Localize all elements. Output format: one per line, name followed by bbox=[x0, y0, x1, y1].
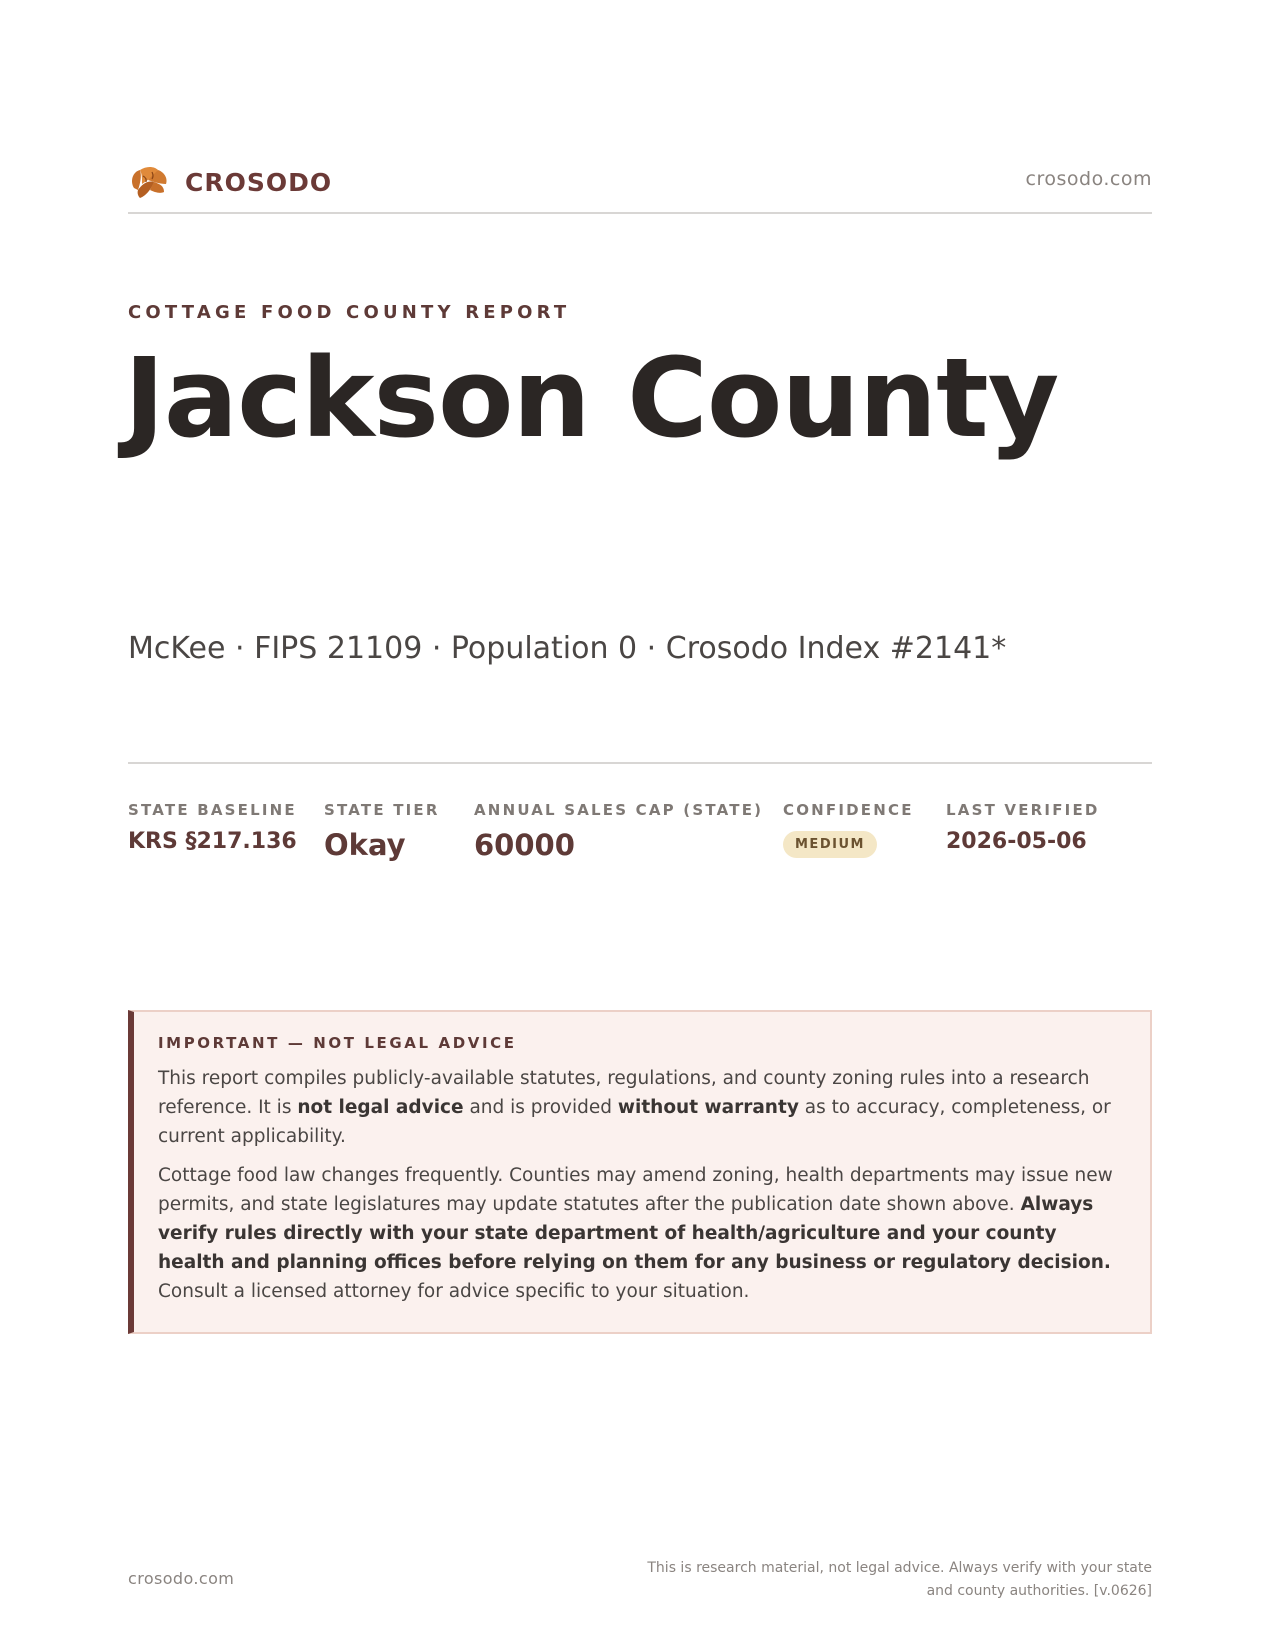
notice-text: Consult a licensed attorney for advice specific to your situation. bbox=[158, 1281, 750, 1302]
footer-site-link[interactable]: crosodo.com bbox=[128, 1569, 235, 1588]
site-link[interactable]: crosodo.com bbox=[1025, 168, 1152, 190]
notice-text: and is provided bbox=[463, 1097, 618, 1118]
stat-label: LAST VERIFIED bbox=[946, 801, 1100, 819]
notice-text: as to accuracy, completeness, or current applicability. bbox=[158, 1097, 1111, 1147]
notice-paragraph-1 bbox=[158, 1064, 1124, 1151]
stats-row bbox=[128, 762, 1152, 884]
stat-label: ANNUAL SALES CAP (STATE) bbox=[474, 801, 764, 819]
page-header bbox=[128, 156, 1152, 214]
notice-text: Cottage food law changes frequently. Counties may amend zoning, health departments may issue new permits, and state legislatures may update statutes after the publication date shown above. bbox=[158, 1165, 1113, 1215]
stat-state-tier bbox=[324, 801, 440, 862]
notice-emphasis: not legal advice bbox=[297, 1097, 464, 1118]
notice-title: IMPORTANT — NOT LEGAL ADVICE bbox=[158, 1034, 517, 1052]
notice-paragraph-2 bbox=[158, 1161, 1124, 1306]
stat-value: KRS §217.136 bbox=[128, 829, 297, 854]
legal-notice bbox=[128, 1010, 1152, 1334]
stat-label: CONFIDENCE bbox=[783, 801, 914, 819]
stat-last-verified bbox=[946, 801, 1100, 854]
brand[interactable] bbox=[128, 162, 332, 202]
footer-disclaimer bbox=[592, 1557, 1152, 1603]
stat-confidence bbox=[783, 801, 914, 858]
stat-state-baseline bbox=[128, 801, 297, 854]
notice-emphasis: without warranty bbox=[617, 1097, 799, 1118]
page-title: Jackson County bbox=[124, 334, 1059, 462]
stat-value: 60000 bbox=[474, 828, 575, 862]
stat-annual-sales-cap bbox=[474, 801, 763, 862]
stat-value: 2026-05-06 bbox=[946, 829, 1087, 854]
footer-disclaimer-line: This is research material, not legal advice. Always verify with your state bbox=[647, 1560, 1152, 1576]
footer-disclaimer-line: and county authorities. [v.0626] bbox=[926, 1583, 1152, 1599]
notice-emphasis: Always verify rules directly with your state department of health/agriculture and your county health and planning offices before relying on them for any business or regulatory decision. bbox=[158, 1194, 1111, 1273]
notice-text: This report compiles publicly-available statutes, regulations, and county zoning rules into a research reference. It is bbox=[158, 1068, 1090, 1118]
county-subtitle: McKee · FIPS 21109 · Population 0 · Crosodo Index #2141* bbox=[128, 631, 1007, 666]
brand-name: CROSODO bbox=[185, 167, 333, 197]
stat-label: STATE TIER bbox=[324, 801, 440, 819]
croissant-icon bbox=[128, 162, 170, 202]
stat-value: Okay bbox=[324, 828, 406, 862]
report-kicker: COTTAGE FOOD COUNTY REPORT bbox=[128, 302, 571, 323]
confidence-badge: MEDIUM bbox=[783, 831, 877, 858]
stat-label: STATE BASELINE bbox=[128, 801, 297, 819]
